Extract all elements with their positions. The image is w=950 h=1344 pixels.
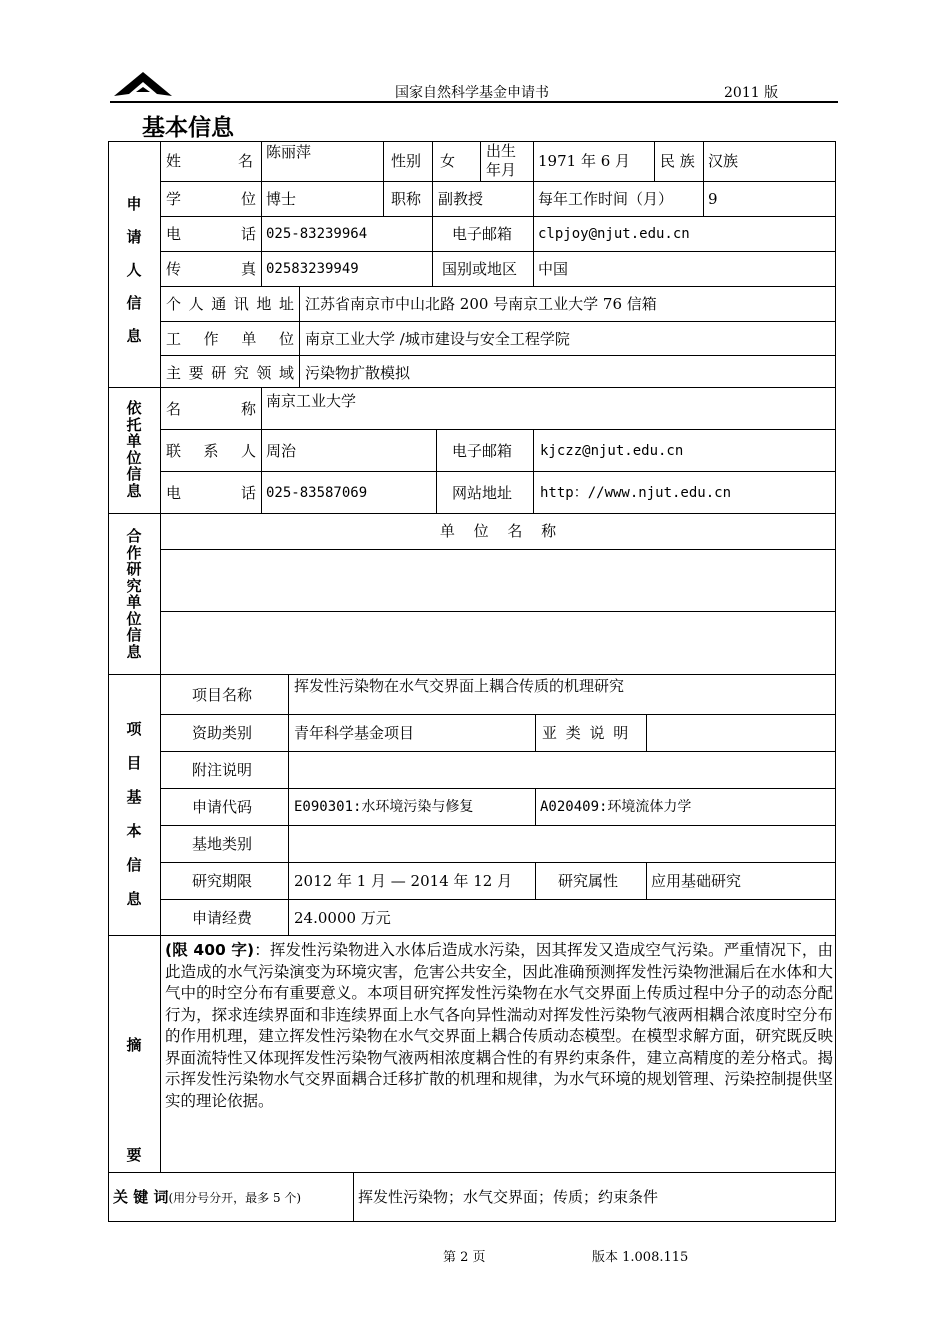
funding: 青年科学基金项目 xyxy=(294,724,415,742)
coop-header: 单 位 名 称 xyxy=(439,522,557,540)
gender: 女 xyxy=(440,152,456,170)
title: 副教授 xyxy=(438,190,484,208)
host-email-label: 电子邮箱 xyxy=(452,442,513,460)
applicant-name-label: 姓 名 xyxy=(166,152,256,170)
keywords-label: 关 键 词(用分号分开，最多 5 个) xyxy=(113,1188,302,1206)
degree-label: 学 位 xyxy=(166,190,256,208)
phone: 025-83239964 xyxy=(266,226,368,242)
field: 污染物扩散模拟 xyxy=(305,364,411,382)
attr: 应用基础研究 xyxy=(651,872,742,890)
project-name-label: 项目名称 xyxy=(192,686,253,704)
coop-group-label: 合 作 研 究 单 位 信 息 xyxy=(126,527,142,661)
nsfc-logo-icon xyxy=(112,70,174,100)
budget-label: 申请经费 xyxy=(192,909,253,927)
address: 江苏省南京市中山北路 200 号南京工业大学 76 信箱 xyxy=(305,295,657,313)
base-label: 基地类别 xyxy=(192,835,253,853)
host-phone: 025-83587069 xyxy=(266,485,368,501)
phone-label: 电 话 xyxy=(166,225,256,243)
birth: 1971 年 6 月 xyxy=(538,152,631,170)
footer-page: 第 2 页 xyxy=(443,1250,486,1265)
applicant-name: 陈丽萍 xyxy=(266,143,312,161)
unit: 南京工业大学 /城市建设与安全工程学院 xyxy=(305,330,570,348)
subclass-label: 亚 类 说 明 xyxy=(542,724,629,742)
ethnicity-label: 民 族 xyxy=(660,152,695,170)
ethnicity: 汉族 xyxy=(708,152,739,170)
abstract-text: (限 400 字)：挥发性污染物进入水体后造成水污染，因其挥发又造成空气污染。严重情况下，由此造成的水气污染演变为环境灾害，危害公共安全，因此准确预测挥发性污染物泄漏后在水体和大气中的时空分布有重要意义。本项目研究挥发性污染物在水气交界面上传质过程中分子的动态分配行为，探求连续界面和非连续界面上水气各向异性湍动对挥发性污染物气液两相耦合浓度时空分布的作用机理，建立挥发性污染物在水气交界面上耦合传质动态模型。在模型求解方面，研究既反映界面流特性又体现挥发性污染物气液两相浓度耦合性的有界约束条件，建立高精度的差分格式。揭示挥发性污染物水气交界面耦合迁移扩散的机理和规律，为水气环境的规划管理、污染控制提供坚实的理论依据。 xyxy=(165,941,833,1110)
host-group-label: 依 托 单 位 信 息 xyxy=(126,399,142,500)
country-label: 国别或地区 xyxy=(442,260,518,278)
keywords-value: 挥发性污染物；水气交界面；传质；约束条件 xyxy=(358,1188,659,1206)
host-name-label: 名 称 xyxy=(166,400,256,418)
work-time: 9 xyxy=(708,190,718,208)
gender-label: 性别 xyxy=(391,152,422,170)
header-title: 国家自然科学基金申请书 xyxy=(395,85,549,101)
country: 中国 xyxy=(538,260,569,278)
birth-label: 出生年月 xyxy=(486,142,517,179)
header-edition: 2011 版 xyxy=(724,85,779,101)
applicant-group-label: 申 请 人 信 息 xyxy=(126,195,142,345)
fax: 02583239949 xyxy=(266,261,359,277)
host-email: kjczz@njut.edu.cn xyxy=(540,443,684,459)
header-rule xyxy=(110,101,838,103)
period: 2012 年 1 月 — 2014 年 12 月 xyxy=(294,872,513,890)
code1: E090301:水环境污染与修复 xyxy=(294,799,474,815)
email: clpjoy@njut.edu.cn xyxy=(538,226,690,242)
attr-label: 研究属性 xyxy=(558,872,619,890)
host-web-label: 网站地址 xyxy=(452,484,513,502)
code2: A020409:环境流体力学 xyxy=(540,799,692,815)
title-label: 职称 xyxy=(391,190,422,208)
code-label: 申请代码 xyxy=(192,798,253,816)
host-phone-label: 电 话 xyxy=(166,484,256,502)
field-label: 主要研究领域 xyxy=(166,364,294,382)
host-name: 南京工业大学 xyxy=(266,392,357,410)
host-contact: 周治 xyxy=(266,442,297,460)
host-contact-label: 联 系 人 xyxy=(166,442,256,460)
period-label: 研究期限 xyxy=(192,872,253,890)
degree: 博士 xyxy=(266,190,297,208)
footer-version: 版本 1.008.115 xyxy=(592,1250,689,1265)
note-label: 附注说明 xyxy=(192,761,253,779)
abstract-group-label: 摘 要 xyxy=(126,1036,142,1164)
project-name: 挥发性污染物在水气交界面上耦合传质的机理研究 xyxy=(294,677,625,695)
funding-label: 资助类别 xyxy=(192,724,253,742)
fax-label: 传 真 xyxy=(166,260,256,278)
project-group-label: 项 目 基 本 信 息 xyxy=(126,720,142,908)
unit-label: 工 作 单 位 xyxy=(166,330,294,348)
work-time-label: 每年工作时间（月） xyxy=(538,190,674,208)
email-label: 电子邮箱 xyxy=(452,225,513,243)
address-label: 个人通讯地址 xyxy=(166,295,294,313)
budget: 24.0000 万元 xyxy=(294,909,391,927)
section-title: 基本信息 xyxy=(142,115,234,141)
host-web: http：//www.njut.edu.cn xyxy=(540,485,732,501)
abstract-limit: (限 400 字) xyxy=(165,941,255,959)
